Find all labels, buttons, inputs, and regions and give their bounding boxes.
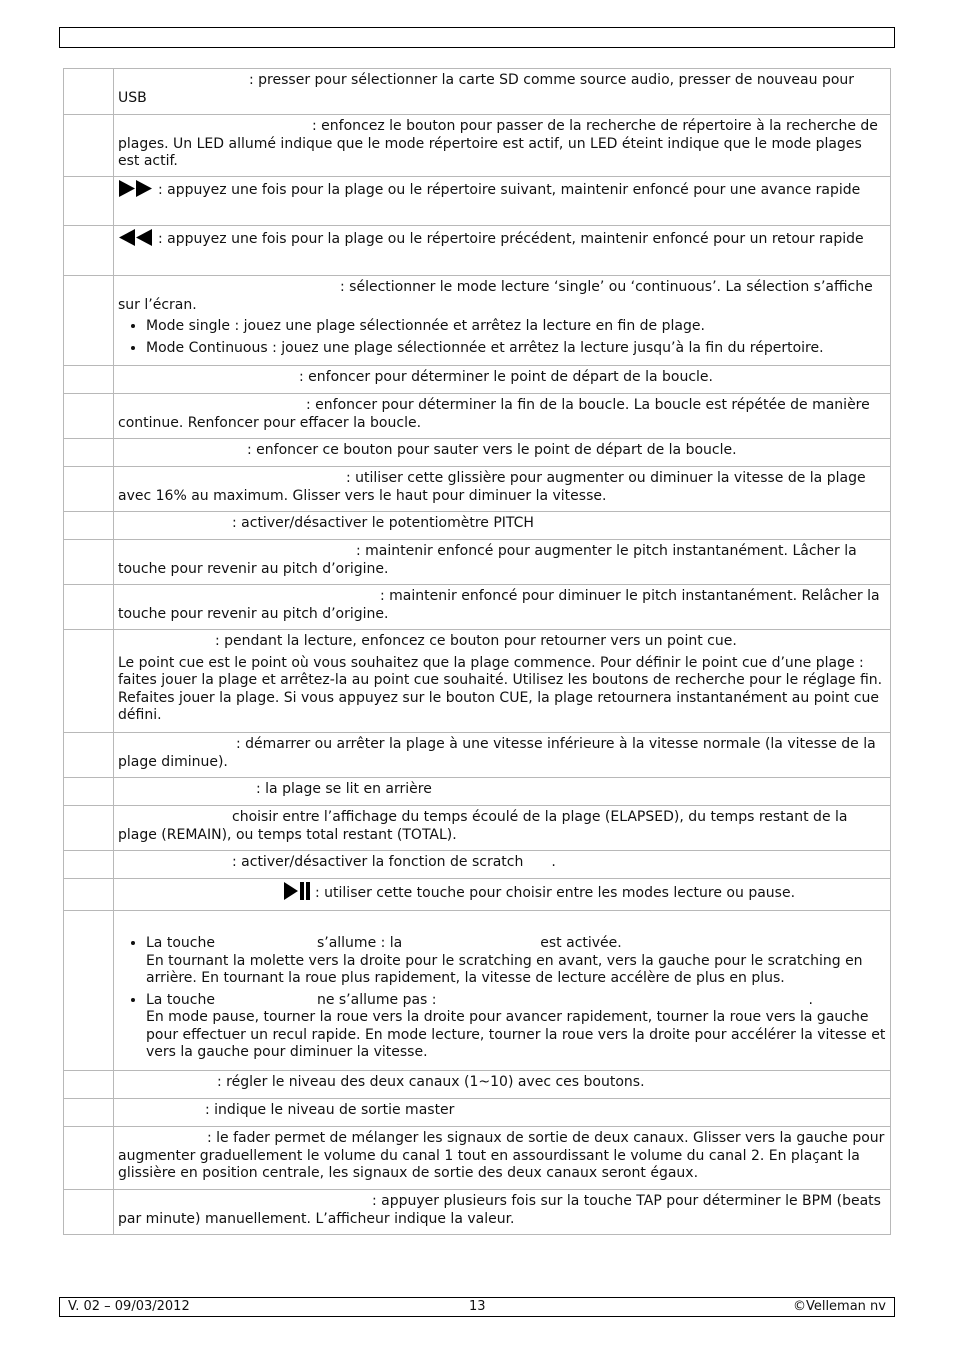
number-cell — [64, 1099, 114, 1127]
description-cell — [114, 69, 891, 115]
description-text: : le fader permet de mélanger les signaux de sortie de deux canaux. Glisser vers la gauche pour augmenter graduellement le volume du canal 1 tout en assourdissant le volume du canal 2. En plaçant la glissière en position centrale, les signaux de sortie des deux canaux seront égaux. — [118, 1130, 885, 1181]
description-text: : démarrer ou arrêter la plage à une vitesse inférieure à la vitesse normale (la vitesse de la plage diminue). — [118, 736, 876, 770]
table-row — [64, 394, 891, 439]
table-row — [64, 1127, 891, 1190]
item-text: La touche — [146, 935, 215, 951]
number-cell — [64, 226, 114, 276]
number-cell — [64, 394, 114, 439]
table-row — [64, 778, 891, 806]
description-text: : enfoncer pour déterminer la fin de la boucle. La boucle est répétée de manière continue. Renfoncer pour effacer la boucle. — [118, 397, 870, 431]
description-text: : enfoncer pour déterminer le point de départ de la boucle. — [299, 369, 713, 385]
number-cell — [64, 439, 114, 467]
description-cell — [114, 394, 891, 439]
description-paragraph: Le point cue est le point où vous souhaitez que la plage commence. Pour définir le point cue d’une plage : faites jouer la plage et arrêtez-la au point cue souhaité. Utilisez les boutons de recherche pour le réglage fin. Refaites jouer la plage. Si vous appuyez sur le bouton CUE, la plage retournera instantanément au point cue défini. — [118, 654, 883, 723]
description-cell — [114, 851, 891, 879]
item-text: La touche — [146, 991, 215, 1008]
page-footer — [59, 1297, 895, 1317]
number-cell — [64, 69, 114, 115]
description-text: choisir entre l’affichage du temps écoulé de la plage (ELAPSED), du temps restant de la plage (REMAIN), ou temps total restant (TOTAL). — [118, 809, 848, 843]
list-item: • Mode Continuous : jouez une plage sélectionnée et arrêtez la lecture jusqu’à la fin du répertoire. — [146, 340, 886, 358]
description-cell — [114, 630, 891, 733]
description-text: : enfoncer ce bouton pour sauter vers le point de départ de la boucle. — [247, 442, 737, 458]
table-row — [64, 540, 891, 585]
number-cell — [64, 1190, 114, 1235]
table-row — [64, 439, 891, 467]
description-text: : régler le niveau des deux canaux (1~10) avec ces boutons. — [217, 1074, 645, 1090]
table-row — [64, 276, 891, 366]
description-cell — [114, 115, 891, 177]
table-row — [64, 115, 891, 177]
description-text: : appuyez une fois pour la plage ou le répertoire précédent, maintenir enfoncé pour un retour rapide — [158, 231, 864, 247]
description-cell — [114, 1099, 891, 1127]
description-text: : enfoncez le bouton pour passer de la recherche de répertoire à la recherche de plages. Un LED allumé indique que le mode répertoire est actif, un LED éteint indique que le mode plages est actif. — [118, 118, 878, 169]
description-text: : pendant la lecture, enfoncez ce bouton pour retourner vers un point cue. — [215, 633, 737, 649]
description-cell — [114, 1190, 891, 1235]
number-cell — [64, 1071, 114, 1099]
number-cell — [64, 851, 114, 879]
table-row — [64, 177, 891, 226]
fast-forward-icon — [118, 180, 154, 203]
number-cell — [64, 585, 114, 630]
description-text: : appuyer plusieurs fois sur la touche TAP pour déterminer le BPM (beats par minute) manuellement. L’afficheur indique la valeur. — [118, 1193, 881, 1227]
description-text: : appuyez une fois pour la plage ou le répertoire suivant, maintenir enfoncé pour une avance rapide — [158, 182, 861, 198]
description-text: : activer/désactiver la fonction de scratch — [232, 854, 524, 870]
description-text: : sélectionner le mode lecture ‘single’ ou ‘continuous’. La sélection s’affiche sur l’écran. — [118, 279, 873, 313]
table-row — [64, 851, 891, 879]
number-cell — [64, 467, 114, 512]
number-cell — [64, 778, 114, 806]
number-cell — [64, 540, 114, 585]
table-row — [64, 630, 891, 733]
description-text: : maintenir enfoncé pour augmenter le pitch instantanément. Lâcher la touche pour revenir au pitch d’origine. — [118, 543, 857, 577]
description-text: : utiliser cette touche pour choisir entre les modes lecture ou pause. — [315, 885, 796, 901]
description-cell — [114, 467, 891, 512]
description-cell — [114, 1127, 891, 1190]
feature-table — [63, 68, 891, 1235]
footer-page-number: 13 — [469, 1299, 486, 1314]
bullet-list — [118, 935, 886, 1062]
item-text: ne s’allume pas : — [316, 991, 437, 1008]
description-text: : indique le niveau de sortie master — [205, 1102, 455, 1118]
description-cell — [114, 226, 891, 276]
item-text: . — [808, 991, 813, 1008]
number-cell — [64, 630, 114, 733]
description-cell — [114, 177, 891, 226]
description-cell — [114, 733, 891, 778]
description-text: : presser pour sélectionner la carte SD comme source audio, presser de nouveau pour USB — [118, 72, 855, 106]
table-row — [64, 226, 891, 276]
header-box — [59, 27, 895, 48]
description-cell — [114, 879, 891, 911]
list-item: • Mode single : jouez une plage sélectionnée et arrêtez la lecture en fin de plage. — [146, 318, 886, 336]
number-cell — [64, 879, 114, 911]
description-text: : utiliser cette glissière pour augmenter ou diminuer la vitesse de la plage avec 16% au maximum. Glisser vers le haut pour diminuer la vitesse. — [118, 470, 866, 504]
description-cell — [114, 439, 891, 467]
description-text: : la plage se lit en arrière — [256, 781, 432, 797]
description-cell — [114, 366, 891, 394]
table-row — [64, 911, 891, 1071]
description-cell — [114, 512, 891, 540]
bullet-list — [118, 318, 886, 357]
description-text: : activer/désactiver le potentiomètre PITCH — [232, 515, 534, 531]
table-row — [64, 1190, 891, 1235]
table-row — [64, 1071, 891, 1099]
number-cell — [64, 512, 114, 540]
number-cell — [64, 1127, 114, 1190]
table-row — [64, 366, 891, 394]
list-item — [146, 935, 886, 988]
table-row — [64, 69, 891, 115]
footer-version: V. 02 – 09/03/2012 — [68, 1299, 190, 1314]
description-cell — [114, 911, 891, 1071]
list-item — [146, 992, 886, 1062]
number-cell — [64, 276, 114, 366]
play-pause-icon — [283, 882, 311, 906]
item-text: En mode pause, tourner la roue vers la droite pour avancer rapidement, tourner la roue vers la gauche pour effectuer un recul rapide. En mode lecture, tourner la roue vers la droite pour accélérer la vitesse et vers la gauche pour diminuer la vitesse. — [146, 1009, 886, 1060]
footer-copyright: ©Velleman nv — [792, 1299, 886, 1314]
number-cell — [64, 177, 114, 226]
rewind-icon — [118, 229, 154, 252]
description-cell — [114, 585, 891, 630]
description-cell — [114, 1071, 891, 1099]
item-text: s’allume : la — [316, 935, 403, 951]
number-cell — [64, 911, 114, 1071]
description-cell — [114, 276, 891, 366]
table-row — [64, 467, 891, 512]
description-text: : maintenir enfoncé pour diminuer le pitch instantanément. Relâcher la touche pour revenir au pitch d’origine. — [118, 588, 880, 622]
description-cell — [114, 778, 891, 806]
description-cell — [114, 540, 891, 585]
table-row — [64, 879, 891, 911]
item-text: En tournant la molette vers la droite pour le scratching en avant, vers la gauche pour le scratching en arrière. En tournant la roue plus rapidement, la vitesse de lecture accélère de plus en plus. — [146, 952, 863, 986]
number-cell — [64, 733, 114, 778]
number-cell — [64, 366, 114, 394]
number-cell — [64, 115, 114, 177]
table-row — [64, 733, 891, 778]
description-suffix: . — [551, 854, 556, 870]
table-row — [64, 806, 891, 851]
number-cell — [64, 806, 114, 851]
table-row — [64, 1099, 891, 1127]
table-row — [64, 585, 891, 630]
table-row — [64, 512, 891, 540]
item-text: est activée. — [540, 935, 622, 951]
description-cell — [114, 806, 891, 851]
